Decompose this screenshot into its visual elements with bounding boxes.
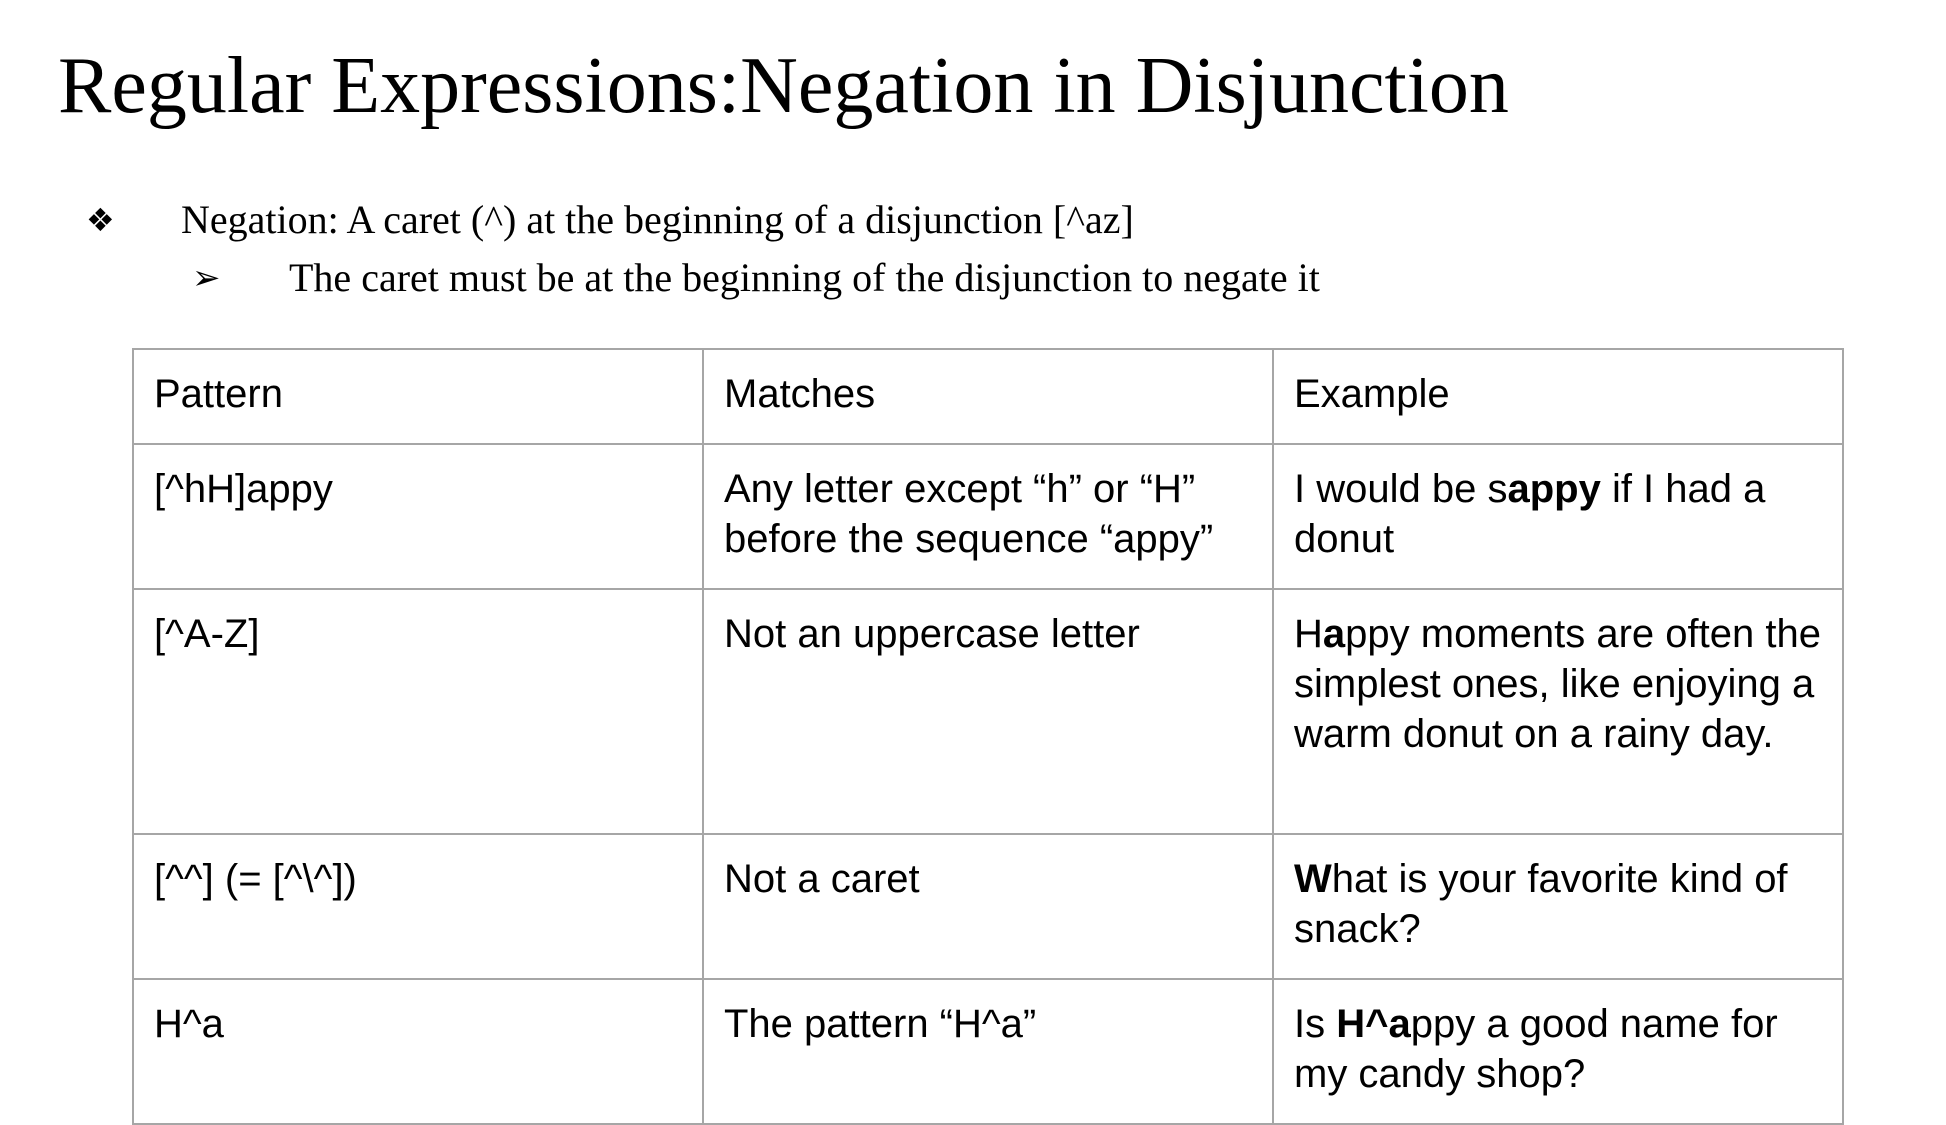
- example-cell: [1273, 589, 1843, 834]
- pattern-cell: [^^] (= [^\^]): [133, 834, 703, 979]
- example-match-highlight: a: [1322, 612, 1346, 656]
- matches-cell: The pattern “H^a”: [703, 979, 1273, 1124]
- example-cell: [1273, 834, 1843, 979]
- header-matches: Matches: [703, 349, 1273, 444]
- pattern-cell: H^a: [133, 979, 703, 1124]
- diamond-bullet-icon: ❖: [86, 201, 115, 239]
- pattern-cell: [^hH]appy: [133, 444, 703, 589]
- table-row: [133, 444, 1843, 589]
- regex-table: [132, 348, 1844, 1125]
- header-pattern: Pattern: [133, 349, 703, 444]
- example-cell: [1273, 979, 1843, 1124]
- example-text: H: [1294, 612, 1323, 656]
- table-row: [133, 979, 1843, 1124]
- example-text: I would be s: [1294, 467, 1508, 511]
- example-text: ppy a good name for my candy shop?: [1294, 1002, 1778, 1096]
- bullet-text: Negation: A caret (^) at the beginning of a disjunction [^az]: [181, 197, 1134, 242]
- slide-title: Regular Expressions:Negation in Disjunction: [58, 42, 1509, 130]
- table-row: [133, 589, 1843, 834]
- table-row: [133, 834, 1843, 979]
- example-text: Is: [1294, 1002, 1337, 1046]
- matches-cell: Not a caret: [703, 834, 1273, 979]
- example-match-highlight: W: [1294, 857, 1332, 901]
- example-match-highlight: H^a: [1336, 1002, 1411, 1046]
- header-example: Example: [1273, 349, 1843, 444]
- example-match-highlight: appy: [1507, 467, 1601, 511]
- sub-bullet-text: The caret must be at the beginning of the disjunction to negate it: [289, 255, 1320, 300]
- matches-cell: Not an uppercase letter: [703, 589, 1273, 834]
- bullet-item: [0, 194, 1946, 246]
- sub-bullet-item: [0, 252, 1946, 304]
- pattern-cell: [^A-Z]: [133, 589, 703, 834]
- example-cell: [1273, 444, 1843, 589]
- example-text: if I had a donut: [1294, 467, 1766, 561]
- example-text: ppy moments are often the simplest ones, like enjoying a warm donut on a rainy day.: [1294, 612, 1821, 756]
- example-text: hat is your favorite kind of snack?: [1294, 857, 1788, 951]
- arrowhead-bullet-icon: ➢: [192, 258, 221, 298]
- matches-cell: Any letter except “h” or “H” before the sequence “appy”: [703, 444, 1273, 589]
- table-header-row: [133, 349, 1843, 444]
